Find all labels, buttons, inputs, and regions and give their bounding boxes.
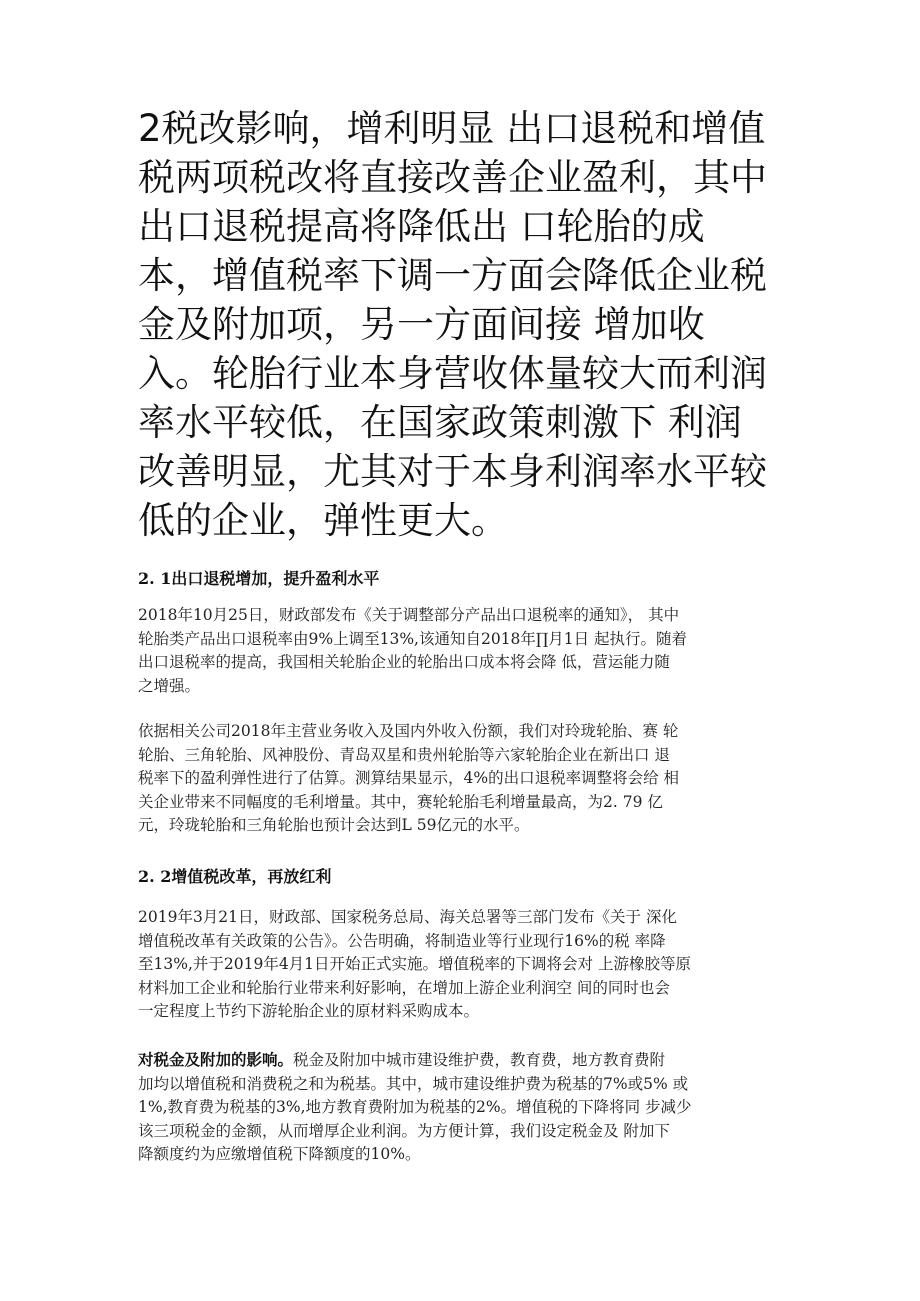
section-2-1-paragraph-1 <box>138 604 788 698</box>
headline-line: 改善明显，尤其对于本身利润率水平较 <box>138 450 767 493</box>
text-line: 税率下的盈利弹性进行了估算。测算结果显示，4%的出口退税率调整将会给 相 <box>138 769 680 787</box>
section-2-2-paragraph-2 <box>138 1048 788 1167</box>
text-line: 至13%,并于2019年4月1日开始正式实施。增值税率的下调将会对 上游橡胶等原 <box>138 955 691 973</box>
section-2-1-title: 2. 1出口退税增加，提升盈利水平 <box>138 569 380 588</box>
headline-line: 2税改影响，增利明显 出口退税和增值 <box>138 107 766 150</box>
headline-line: 低的企业，弹性更大。 <box>138 499 508 542</box>
text-line: 增值税改革有关政策的公告》。公告明确，将制造业等行业现行16%的税 率降 <box>138 931 666 950</box>
text-line: 材料加工企业和轮胎行业带来利好影响，在增加上游企业利润空 间的同时也会 <box>138 978 670 997</box>
headline-paragraph <box>138 104 778 545</box>
text-line: 2018年10月25日，财政部发布《关于调整部分产品出口退税率的通知》， 其中 <box>138 606 680 624</box>
text-line: 一定程度上节约下游轮胎企业的原材料采购成本。 <box>138 1002 480 1020</box>
text-line: 元，玲珑轮胎和三角轮胎也预计会达到L 59亿元的水平。 <box>138 816 530 834</box>
headline-line: 税两项税改将直接改善企业盈利，其中 <box>138 156 767 199</box>
text-line: 该三项税金的金额，从而增厚企业利润。为方便计算，我们设定税金及 附加下 <box>138 1121 670 1140</box>
text-line: 之增强。 <box>138 676 201 695</box>
text-line: 轮胎类产品出口退税率由9%上调至13%,该通知自2018年∏月1日 起执行。随着 <box>138 629 688 648</box>
text-line: 降额度约为应缴增值税下降额度的10%。 <box>138 1145 421 1163</box>
text-line: 1%,教育费为税基的3%,地方教育费附加为税基的2%。增值税的下降将同 步减少 <box>138 1098 692 1116</box>
text-line-rest: 税金及附加中城市建设维护费，教育费，地方教育费附 <box>293 1051 666 1069</box>
text-line: 2019年3月21日，财政部、国家税务总局、海关总署等三部门发布《关于 深化 <box>138 908 677 926</box>
text-line: 关企业带来不同幅度的毛利增量。其中，赛轮轮胎毛利增量最高，为2. 79 亿 <box>138 792 663 811</box>
section-2-2-title: 2. 2增值税改革，再放红利 <box>138 867 332 886</box>
headline-line: 金及附加项，另一方面间接 增加收 <box>138 303 705 346</box>
text-line: 出口退税率的提高，我国相关轮胎企业的轮胎出口成本将会降 低，营运能力随 <box>138 653 670 671</box>
section-2-2-paragraph-1 <box>138 906 788 1024</box>
section-2-1-paragraph-2 <box>138 720 788 838</box>
text-line <box>138 1048 788 1073</box>
headline-line: 入。轮胎行业本身营收体量较大而利润 <box>138 352 767 395</box>
text-line: 轮胎、三角轮胎、风神股份、青岛双星和贵州轮胎等六家轮胎企业在新出口 退 <box>138 745 670 764</box>
text-line: 加均以增值税和消费税之和为税基。其中，城市建设维护费为税基的7%或5% 或 <box>138 1074 689 1093</box>
text-line: 依据相关公司2018年主营业务收入及国内外收入份额，我们对玲珑轮胎、赛 轮 <box>138 722 679 740</box>
headline-line: 率水平较低，在国家政策刺激下 利润 <box>138 401 742 444</box>
headline-line: 本，增值税率下调一方面会降低企业税 <box>138 254 767 297</box>
headline-line: 出口退税提高将降低出 口轮胎的成 <box>138 205 705 248</box>
paragraph-lead-in: 对税金及附加的影响。 <box>138 1050 294 1069</box>
